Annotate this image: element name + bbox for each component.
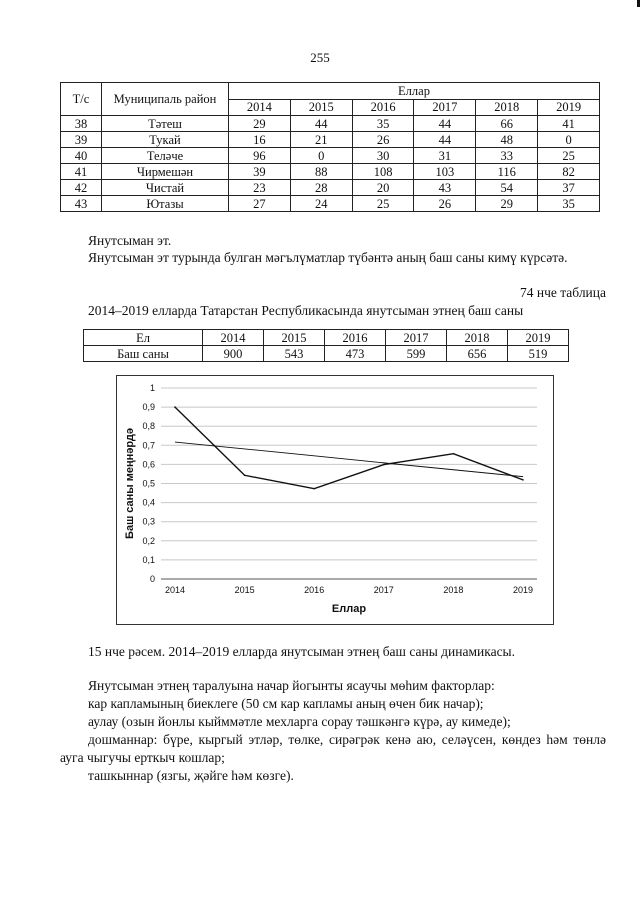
year-header: 2016	[352, 99, 414, 116]
table-row	[61, 164, 600, 180]
cell-value: 20	[352, 180, 414, 196]
cell-value: 88	[290, 164, 352, 180]
series-line	[175, 407, 523, 489]
cell-value: 108	[352, 164, 414, 180]
row-index: 40	[61, 148, 102, 164]
year-header: 2015	[290, 99, 352, 116]
y-tick-label: 1	[149, 383, 155, 393]
cell-value: 43	[414, 180, 476, 196]
district-name: Теләче	[102, 148, 229, 164]
cell-value: 48	[476, 132, 538, 148]
table-row	[61, 180, 600, 196]
cell-value: 28	[290, 180, 352, 196]
population-value: 599	[386, 346, 447, 362]
col-index-header: Т/с	[61, 83, 102, 116]
data-point	[522, 479, 524, 481]
row-index: 42	[61, 180, 102, 196]
year-header: 2016	[325, 330, 386, 346]
cell-value: 33	[476, 148, 538, 164]
y-tick-label: 0,9	[142, 402, 155, 413]
cell-value: 0	[538, 132, 600, 148]
table-title: 2014–2019 елларда Татарстан Республикасында янутсыман этнең баш саны	[88, 303, 524, 318]
y-tick-label: 0,3	[142, 516, 155, 527]
population-table	[83, 329, 569, 362]
cell-value: 41	[538, 116, 600, 132]
cell-value: 35	[538, 196, 600, 212]
table-row	[61, 148, 600, 164]
year-header: 2014	[203, 330, 264, 346]
row-label: Баш саны	[84, 346, 203, 362]
cell-value: 35	[352, 116, 414, 132]
data-point	[313, 488, 315, 490]
cell-value: 29	[476, 196, 538, 212]
cell-value: 44	[414, 116, 476, 132]
factor-item: аулау (озын йонлы кыйммәтле мехларга сорау тәшкәнгә күрә, ау кимеде);	[88, 714, 511, 729]
population-value: 519	[508, 346, 569, 362]
cell-value: 27	[229, 196, 291, 212]
district-name: Тукай	[102, 132, 229, 148]
row-index: 39	[61, 132, 102, 148]
cell-value: 44	[414, 132, 476, 148]
factors-intro: Янутсыман этнең таралуына начар йогынты ясаучы мөһим факторлар:	[88, 678, 495, 693]
paragraph-title: Янутсыман эт.	[88, 233, 172, 248]
cell-value: 25	[352, 196, 414, 212]
x-tick-label: 2016	[304, 585, 325, 595]
year-header: 2019	[538, 99, 600, 116]
year-header: 2017	[414, 99, 476, 116]
table-row	[61, 196, 600, 212]
y-tick-label: 0,5	[142, 478, 155, 489]
trend-line	[175, 442, 523, 477]
cell-value: 23	[229, 180, 291, 196]
y-tick-label: 0,7	[142, 440, 155, 451]
cell-value: 29	[229, 116, 291, 132]
cell-value: 82	[538, 164, 600, 180]
cell-value: 0	[290, 148, 352, 164]
year-header: 2017	[386, 330, 447, 346]
y-tick-label: 0,1	[142, 554, 155, 565]
row-index: 43	[61, 196, 102, 212]
year-header: 2014	[229, 99, 291, 116]
col-year-header: Ел	[84, 330, 203, 346]
data-point	[244, 474, 246, 476]
page-number: 255	[310, 50, 330, 65]
cell-value: 26	[414, 196, 476, 212]
cell-value: 24	[290, 196, 352, 212]
x-tick-label: 2017	[373, 585, 394, 595]
col-district-header: Муниципаль район	[102, 83, 229, 116]
col-years-header: Еллар	[229, 83, 600, 100]
figure-caption: 15 нче рәсем. 2014–2019 елларда янутсыман этнең баш саны динамикасы.	[88, 644, 516, 659]
cell-value: 39	[229, 164, 291, 180]
data-point	[453, 453, 455, 455]
table-row	[61, 116, 600, 132]
district-name: Тәтеш	[102, 116, 229, 132]
x-tick-label: 2014	[164, 585, 186, 595]
cell-value: 44	[290, 116, 352, 132]
factor-item: ташкыннар (язгы, җәйге һәм көзге).	[88, 768, 294, 783]
cell-value: 96	[229, 148, 291, 164]
cell-value: 31	[414, 148, 476, 164]
factor-item: кар капламының биеклеге (50 см кар капламы аның өчен бик начар);	[88, 696, 484, 711]
cell-value: 25	[538, 148, 600, 164]
table-label: 74 нче таблица	[519, 285, 606, 300]
cell-value: 54	[476, 180, 538, 196]
population-value: 900	[203, 346, 264, 362]
cell-value: 16	[229, 132, 291, 148]
row-index: 41	[61, 164, 102, 180]
y-tick-label: 0,2	[142, 535, 155, 546]
cell-value: 103	[414, 164, 476, 180]
x-tick-label: 2019	[512, 585, 534, 595]
row-index: 38	[61, 116, 102, 132]
table-row	[61, 132, 600, 148]
x-axis-label: Еллар	[331, 603, 367, 615]
factor-item: дошманнар: бүре, кыргый этләр, төлке, сирәгрәк кенә аю, селәүсен, көндез һәм төнлә ауга чыгучы ерткыч кошлар;	[60, 732, 606, 765]
cell-value: 26	[352, 132, 414, 148]
data-point	[174, 406, 176, 408]
district-name: Чирмешән	[102, 164, 229, 180]
cell-value: 37	[538, 180, 600, 196]
population-value: 543	[264, 346, 325, 362]
population-value: 473	[325, 346, 386, 362]
year-header: 2015	[264, 330, 325, 346]
y-axis-label: Баш саны меңнәрдә	[124, 428, 136, 539]
x-tick-label: 2015	[234, 585, 255, 595]
y-tick-label: 0,8	[142, 421, 155, 432]
district-name: Ютазы	[102, 196, 229, 212]
y-tick-label: 0,4	[142, 497, 155, 508]
y-tick-label: 0,6	[142, 459, 155, 470]
y-tick-label: 0	[149, 574, 155, 584]
cell-value: 66	[476, 116, 538, 132]
chart-frame	[116, 375, 554, 625]
district-name: Чистай	[102, 180, 229, 196]
x-tick-label: 2018	[443, 585, 464, 595]
paragraph-intro: Янутсыман эт турында булган мәгълүматлар түбәнтә аның баш саны кимү күрсәтә.	[88, 250, 568, 265]
district-table	[60, 82, 600, 212]
chart-svg	[117, 376, 553, 624]
year-header: 2018	[447, 330, 508, 346]
cell-value: 21	[290, 132, 352, 148]
year-header: 2019	[508, 330, 569, 346]
year-header: 2018	[476, 99, 538, 116]
cell-value: 30	[352, 148, 414, 164]
data-point	[383, 464, 385, 466]
population-value: 656	[447, 346, 508, 362]
cell-value: 116	[476, 164, 538, 180]
